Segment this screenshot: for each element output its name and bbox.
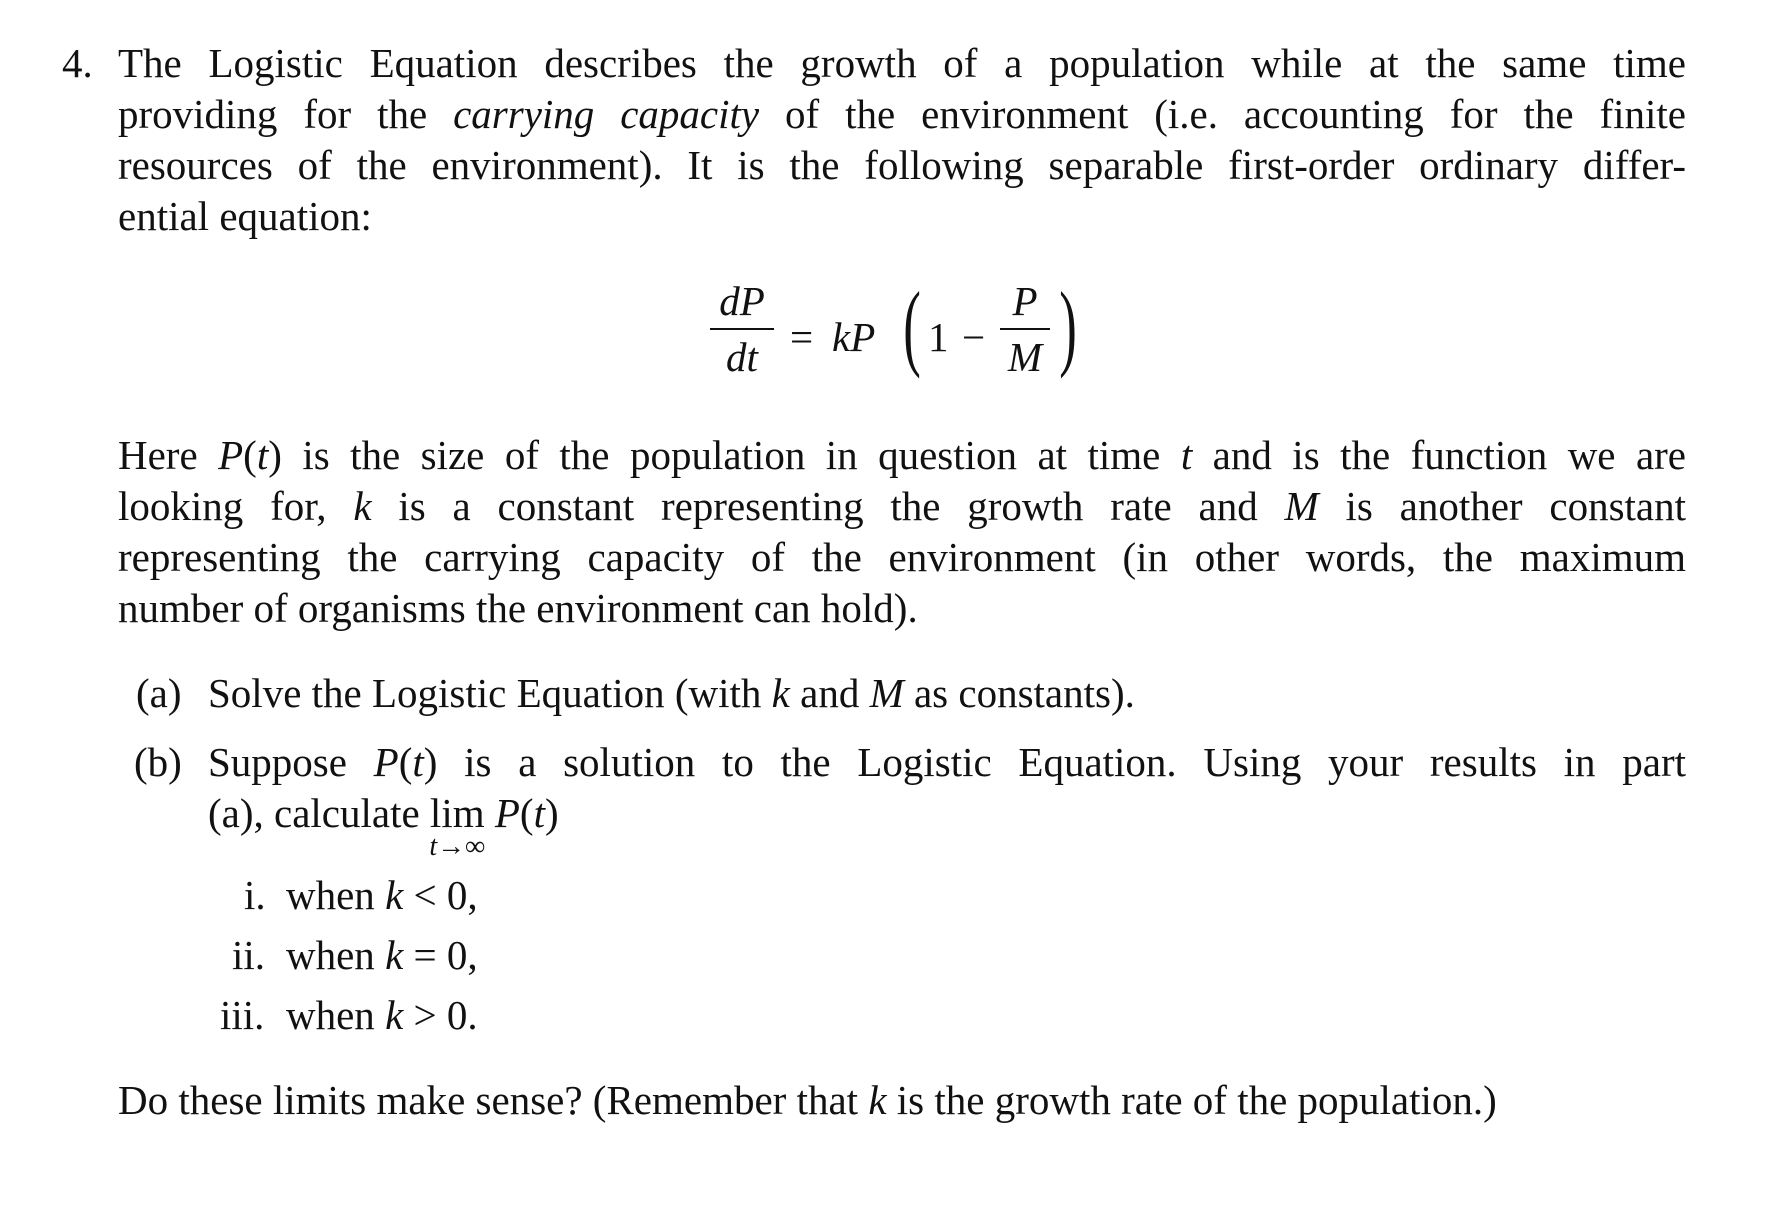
- kp-term: kP: [832, 314, 876, 360]
- text: when: [286, 992, 386, 1038]
- dp-dt-fraction: [710, 278, 774, 380]
- var-M: M: [1284, 483, 1319, 529]
- logistic-equation: [710, 272, 1110, 398]
- var-P: P: [218, 432, 244, 478]
- equals-sign: =: [790, 314, 814, 360]
- subpart-i-text: [286, 870, 478, 920]
- text: Suppose: [208, 739, 374, 785]
- var-t: t: [412, 739, 424, 785]
- fraction-denominator: dt: [726, 334, 758, 380]
- p-over-m-fraction: [1000, 278, 1050, 380]
- var-k: k: [385, 992, 404, 1038]
- text: is another constant: [1318, 483, 1687, 529]
- intro-line-2-a: providing for the: [118, 91, 454, 137]
- var-t: t: [256, 432, 269, 478]
- explanation-line-1: [118, 430, 1686, 480]
- explanation-line-2: [118, 481, 1686, 531]
- text: ) is a solution to the Logistic Equation. Using your results in part: [423, 739, 1686, 785]
- part-a-text: [208, 668, 1135, 718]
- text: ): [544, 790, 559, 836]
- var-t: t: [533, 790, 545, 836]
- var-P: P: [373, 739, 399, 785]
- lim-subscript: t→∞: [429, 831, 486, 862]
- fraction-bar: [1000, 328, 1050, 330]
- text: is the growth rate of the population.): [886, 1077, 1497, 1123]
- explanation-line-3: representing the carrying capacity of the environment (in other words, the maximum: [118, 534, 1686, 580]
- part-b-line-1: [208, 737, 1686, 787]
- fraction-numerator: P: [1012, 278, 1038, 324]
- left-paren: (: [903, 272, 921, 379]
- text: and: [789, 670, 870, 716]
- one-term: 1: [928, 314, 949, 360]
- var-M: M: [869, 670, 904, 716]
- var-k: k: [868, 1077, 887, 1123]
- text: is a constant representing the growth rate and: [371, 483, 1285, 529]
- var-k: k: [385, 872, 404, 918]
- subpart-iii-label: iii.: [220, 992, 265, 1038]
- relation: < 0,: [403, 872, 478, 918]
- var-P: P: [494, 790, 520, 836]
- right-paren: ): [1059, 272, 1077, 379]
- relation: = 0,: [403, 932, 478, 978]
- var-k: k: [353, 483, 372, 529]
- intro-line-3: resources of the environment). It is the following separable first-order ordinary differ-: [118, 142, 1686, 188]
- text: (a), calculate: [208, 790, 430, 836]
- part-b-label: (b): [134, 739, 182, 785]
- text: (: [519, 790, 534, 836]
- var-k: k: [385, 932, 404, 978]
- text: as constants).: [903, 670, 1135, 716]
- text: Do these limits make sense? (Remember that: [118, 1077, 869, 1123]
- text: (: [243, 432, 257, 478]
- explanation-line-4: number of organisms the environment can hold).: [118, 585, 918, 631]
- intro-line-2: [118, 89, 1686, 139]
- text: looking for,: [118, 483, 354, 529]
- text: when: [286, 872, 386, 918]
- fraction-numerator: dP: [719, 278, 765, 324]
- text: and is the function we are: [1192, 432, 1686, 478]
- limit-expression: [429, 788, 486, 862]
- intro-line-2-b: of the environment (i.e. accounting for the finite: [759, 91, 1686, 137]
- subpart-i-label: i.: [244, 872, 266, 918]
- subpart-ii-label: ii.: [232, 932, 266, 978]
- relation: > 0.: [403, 992, 478, 1038]
- minus-sign: −: [962, 314, 986, 360]
- lim-operator: lim: [429, 790, 485, 836]
- closing-question: [118, 1075, 1497, 1125]
- problem-number: 4.: [62, 40, 93, 86]
- fraction-denominator: M: [1007, 334, 1043, 380]
- part-b-line-2: [208, 788, 559, 862]
- intro-line-4: ential equation:: [118, 193, 372, 239]
- intro-line-1: The Logistic Equation describes the growth of a population while at the same time: [118, 40, 1686, 86]
- text: Solve the Logistic Equation (with: [208, 670, 772, 716]
- subpart-ii-text: [286, 930, 478, 980]
- text: Here: [118, 432, 219, 478]
- var-t: t: [1180, 432, 1193, 478]
- text: ) is the size of the population in question at time: [268, 432, 1181, 478]
- text: (: [398, 739, 413, 785]
- part-a-label: (a): [136, 670, 182, 716]
- subpart-iii-text: [286, 990, 478, 1040]
- carrying-capacity-emphasis: carrying capacity: [453, 91, 760, 137]
- text: when: [286, 932, 386, 978]
- var-k: k: [771, 670, 790, 716]
- fraction-bar: [710, 328, 774, 330]
